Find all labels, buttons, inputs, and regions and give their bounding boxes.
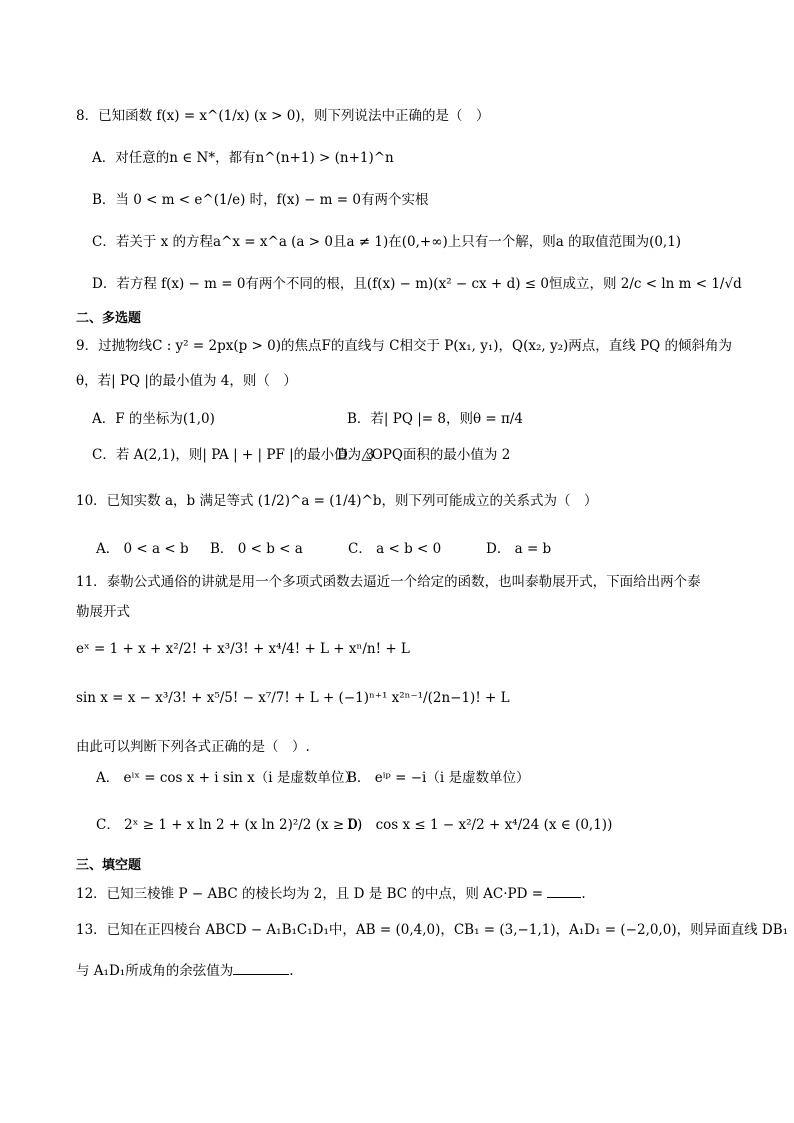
q10-stem: 10．已知实数 a，b 满足等式 (1/2)^a = (1/4)^b，则下列可能成立的关系式为（ ）: [76, 493, 598, 509]
q10-option-b: B． 0 < b < a: [210, 541, 303, 557]
q11-formula-exp: eˣ = 1 + x + x²/2! + x³/3! + x⁴/4! + L + xⁿ/n! + L: [76, 641, 410, 657]
q9-stem-line2: θ，若| PQ |的最小值为 4，则（ ）: [76, 373, 297, 389]
q8-option-b: B．当 0 < m < e^(1/e) 时，f(x) − m = 0有两个实根: [92, 192, 429, 208]
q8-option-d: D．若方程 f(x) − m = 0有两个不同的根，且(f(x) − m)(x² − cx + d) ≤ 0恒成立，则 2/c < ln m < 1/√d: [92, 276, 742, 292]
q11-stem-line3: 由此可以判断下列各式正确的是（ ）.: [76, 739, 310, 755]
q9-option-b: B．若| PQ |= 8，则θ = π/4: [347, 411, 523, 427]
q11-option-c: C． 2ˣ ≥ 1 + x ln 2 + (x ln 2)²/2 (x ≥ 0): [96, 817, 363, 833]
q11-stem-line2: 勒展开式: [76, 604, 130, 620]
q9-option-c: C．若 A(2,1)，则| PA | + | PF |的最小值为 3: [92, 447, 375, 463]
q12-period: .: [581, 886, 586, 902]
q10-option-a: A． 0 < a < b: [96, 541, 189, 557]
q13-line2: [76, 962, 294, 980]
section-multiple-choice-heading: 二、多选题: [76, 311, 142, 326]
q11-option-d: D． cos x ≤ 1 − x²/2 + x⁴/24 (x ∈ (0,1)): [347, 817, 613, 833]
q10-option-c: C． a < b < 0: [348, 541, 442, 557]
q11-option-b: B． eⁱᵖ = −i（i 是虚数单位）: [347, 770, 530, 786]
q12-line: [76, 885, 586, 903]
q8-stem: 8．已知函数 f(x) = x^(1/x) (x > 0)，则下列说法中正确的是（ ）: [76, 108, 490, 124]
q13-answer-blank[interactable]: [233, 962, 289, 975]
q12-stem: 12．已知三棱锥 P − ABC 的棱长均为 2，且 D 是 BC 的中点，则 AC·PD =: [76, 886, 544, 902]
q11-formula-sin: sin x = x − x³/3! + x⁵/5! − x⁷/7! + L + (−1)ⁿ⁺¹ x²ⁿ⁻¹/(2n−1)! + L: [76, 690, 510, 706]
q9-stem-line1: 9．过抛物线C : y² = 2px(p > 0)的焦点F的直线与 C相交于 P(x₁, y₁)，Q(x₂, y₂)两点，直线 PQ 的倾斜角为: [76, 338, 733, 354]
q13-period: .: [289, 963, 294, 979]
q10-option-d: D． a = b: [486, 541, 552, 557]
q13-stem-line1: 13．已知在正四棱台 ABCD − A₁B₁C₁D₁中，AB = (0,4,0)，CB₁ = (3,−1,1)，A₁D₁ = (−2,0,0)，则异面直线 DB₁: [76, 922, 789, 938]
q9-option-d: D．△OPQ面积的最小值为 2: [337, 447, 511, 463]
q12-answer-blank[interactable]: [547, 885, 581, 898]
q13-stem-line2: 与 A₁D₁所成角的余弦值为: [76, 963, 234, 979]
q9-option-a: A．F 的坐标为(1,0): [92, 411, 215, 427]
section-fill-blank-heading: 三、填空题: [76, 858, 142, 873]
q8-option-a: A．对任意的n ∈ N*，都有n^(n+1) > (n+1)^n: [92, 150, 394, 166]
q8-option-c: C．若关于 x 的方程a^x = x^a (a > 0且a ≠ 1)在(0,+∞)上只有一个解，则a 的取值范围为(0,1): [92, 234, 682, 250]
q11-stem-line1: 11．泰勒公式通俗的讲就是用一个多项式函数去逼近一个给定的函数，也叫泰勒展开式，下面给出两个泰: [76, 574, 701, 590]
q11-option-a: A． eⁱˣ = cos x + i sin x（i 是虚数单位）: [96, 770, 358, 786]
